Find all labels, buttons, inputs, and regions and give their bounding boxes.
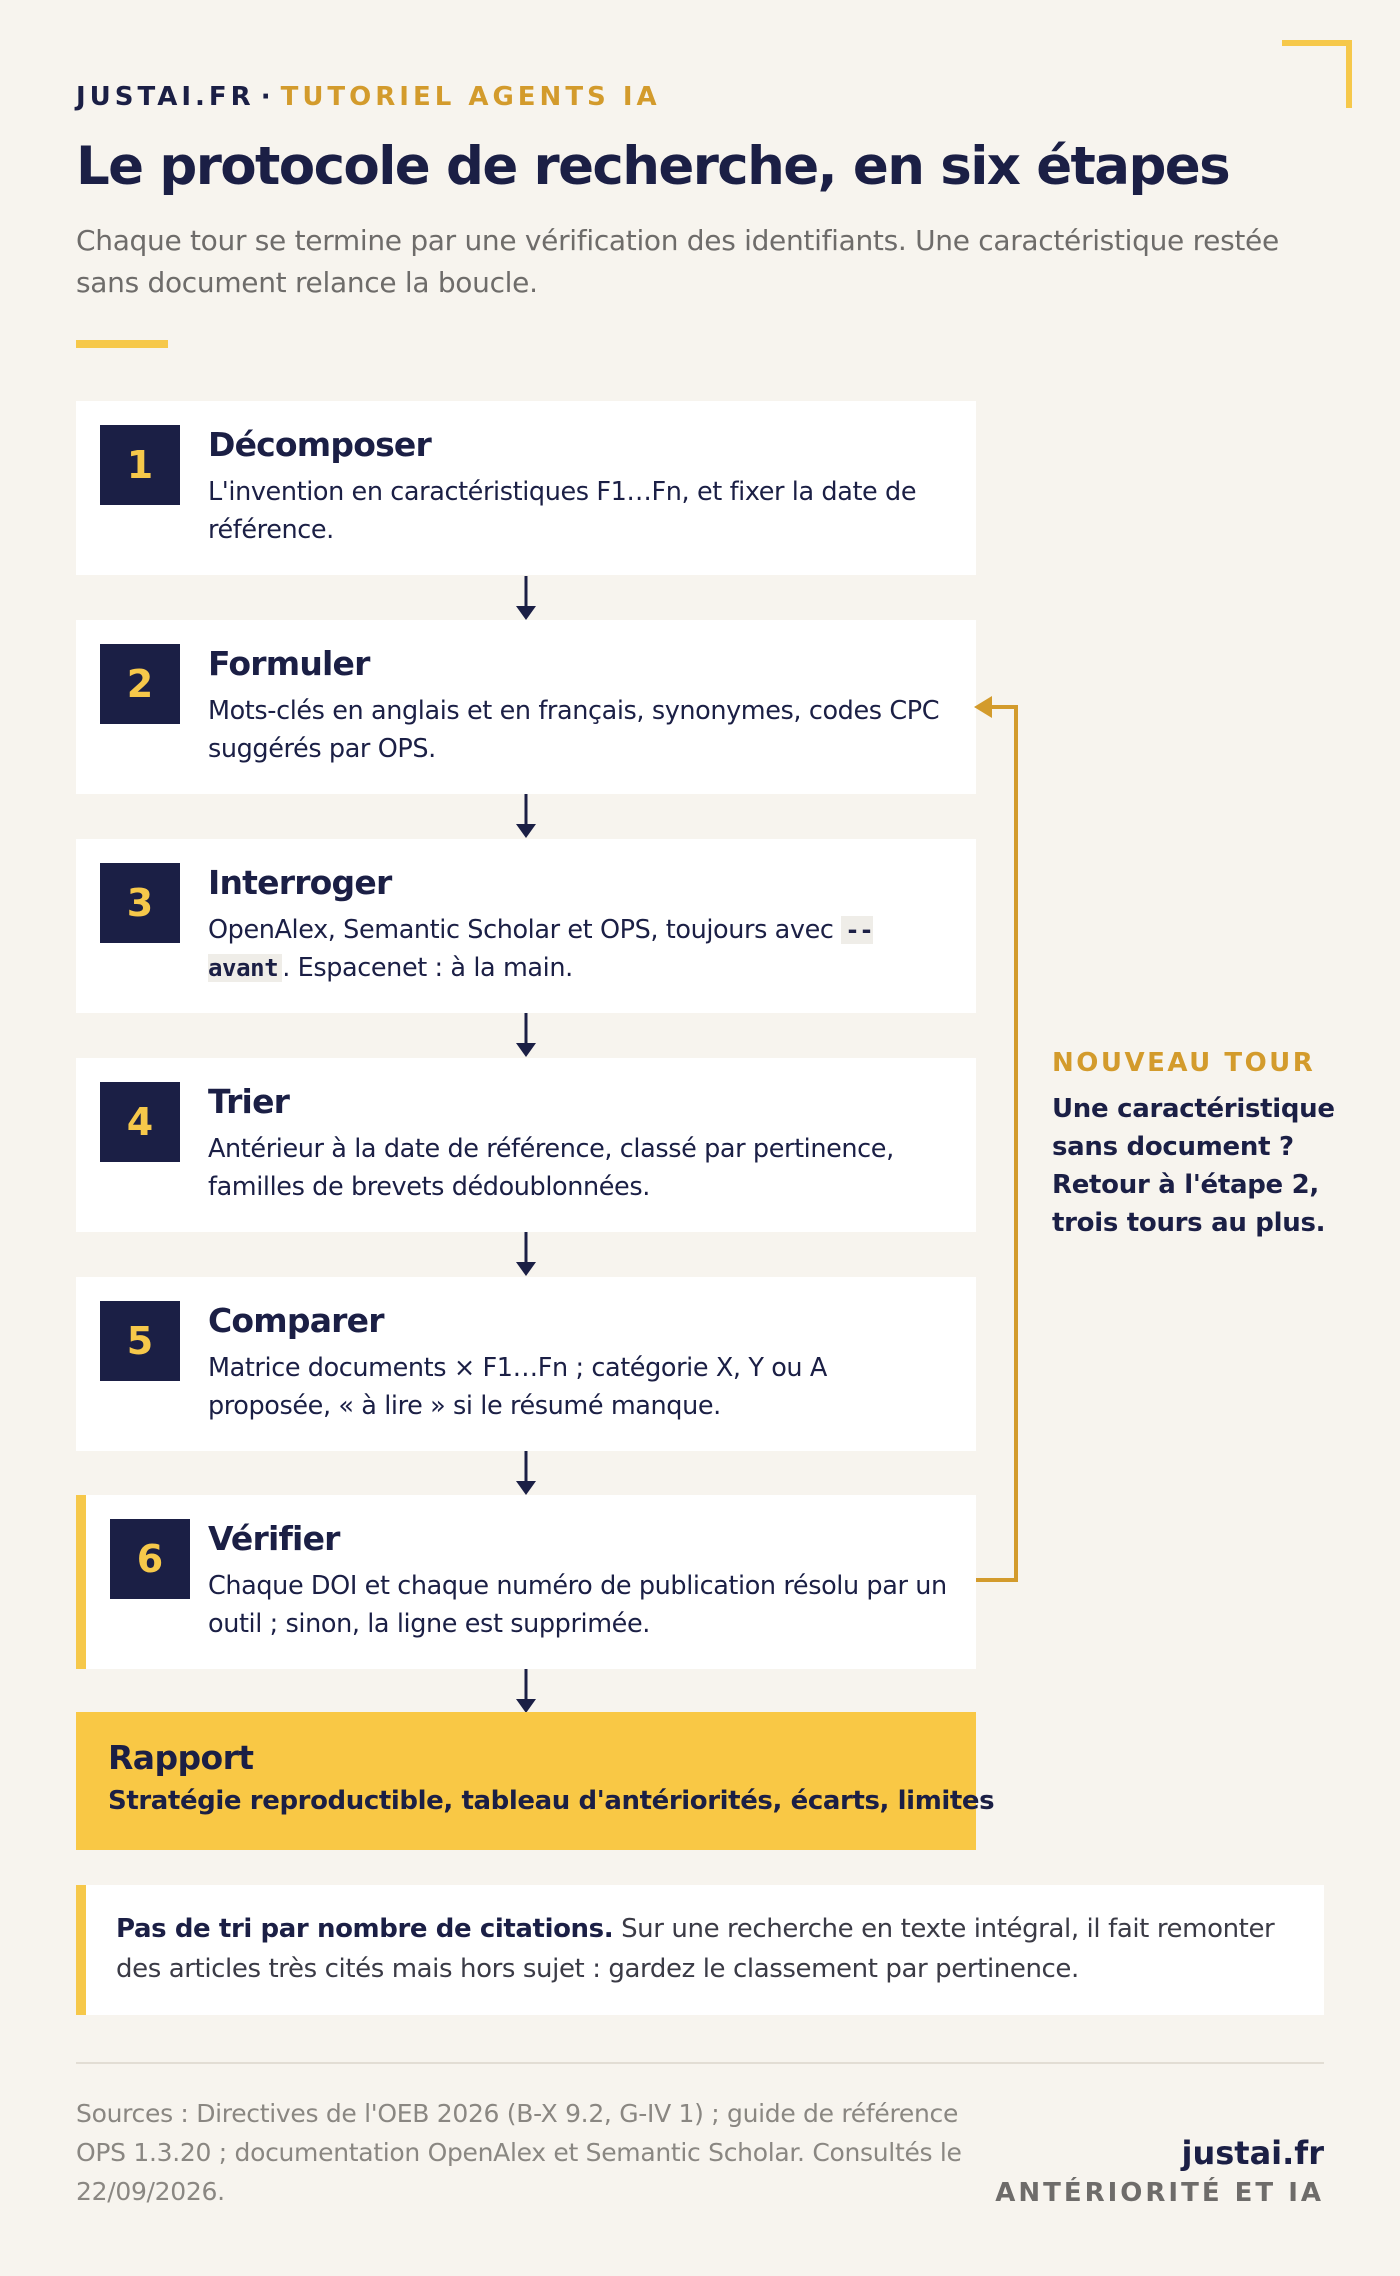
corner-decoration	[1282, 40, 1352, 108]
loop-text: Une caractéristique sans document ? Retour à l'étape 2, trois tours au plus.	[1052, 1094, 1335, 1238]
step-number: 4	[100, 1082, 180, 1162]
page-title: Le protocole de recherche, en six étapes	[76, 136, 1230, 197]
step-number: 2	[100, 644, 180, 724]
eyebrow	[76, 82, 661, 112]
step-card-4	[76, 1058, 976, 1232]
accent-bar	[76, 340, 168, 348]
sources-text: Sources : Directives de l'OEB 2026 (B-X 9.2, G-IV 1) ; guide de référence OPS 1.3.20 ; documentation OpenAlex et Semantic Scholar. Consultés le 22/09/2026.	[76, 2099, 962, 2206]
step-number: 3	[100, 863, 180, 943]
step-card-6	[76, 1495, 976, 1669]
arrow-down-icon	[514, 794, 538, 840]
loop-back-arrow	[972, 690, 1042, 1590]
step-title: Comparer	[208, 1301, 384, 1340]
warning-note	[76, 1885, 1324, 2015]
step-number: 6	[110, 1519, 190, 1599]
arrow-down-icon	[514, 1232, 538, 1278]
step-description: Antérieur à la date de référence, classé par pertinence, familles de brevets dédoublonnées.	[208, 1134, 894, 1202]
step-description-after: . Espacenet : à la main.	[282, 953, 573, 983]
step-description	[208, 911, 948, 987]
arrow-down-icon	[514, 1013, 538, 1059]
step-number: 5	[100, 1301, 180, 1381]
arrow-down-icon	[514, 1669, 538, 1715]
report-description: Stratégie reproductible, tableau d'antériorités, écarts, limites	[108, 1786, 995, 1816]
note-text	[116, 1909, 1306, 1989]
step-description: Mots-clés en anglais et en français, synonymes, codes CPC suggérés par OPS.	[208, 696, 940, 764]
note-body: Sur une recherche en texte intégral, il fait remonter des articles très cités mais hors sujet : gardez le classement par pertinence.	[116, 1914, 1275, 1984]
step-title: Formuler	[208, 644, 370, 683]
step-description: Chaque DOI et chaque numéro de publication résolu par un outil ; sinon, la ligne est supprimée.	[208, 1571, 947, 1639]
eyebrow-separator: ·	[260, 82, 275, 112]
step-description: Matrice documents × F1…Fn ; catégorie X, Y ou A proposée, « à lire » si le résumé manque.	[208, 1353, 827, 1421]
step-number: 1	[100, 425, 180, 505]
loop-label: NOUVEAU TOUR	[1052, 1048, 1316, 1078]
intro-text: Chaque tour se termine par une vérification des identifiants. Une caractéristique restée sans document relance la boucle.	[76, 224, 1279, 299]
step-card-5	[76, 1277, 976, 1451]
step-title: Décomposer	[208, 425, 431, 464]
tutorial-label: TUTORIEL AGENTS IA	[280, 82, 661, 112]
report-card	[76, 1712, 995, 1850]
arrow-down-icon	[514, 1451, 538, 1497]
report-title: Rapport	[108, 1738, 254, 1777]
footer-divider	[76, 2062, 1324, 2064]
code-flag: --avant	[208, 916, 874, 982]
arrow-down-icon	[514, 576, 538, 622]
step-title: Trier	[208, 1082, 290, 1121]
step-card-1	[76, 401, 976, 575]
step-description-before: OpenAlex, Semantic Scholar et OPS, toujours avec	[208, 915, 842, 945]
site-name: JUSTAI.FR	[76, 82, 255, 112]
step-title: Vérifier	[208, 1519, 340, 1558]
step-title: Interroger	[208, 863, 392, 902]
step-description: L'invention en caractéristiques F1…Fn, et fixer la date de référence.	[208, 477, 917, 545]
note-bold: Pas de tri par nombre de citations.	[116, 1914, 614, 1944]
brand-name: justai.fr	[1181, 2134, 1324, 2172]
step-card-3	[76, 839, 976, 1013]
step-card-2	[76, 620, 976, 794]
brand-tagline: ANTÉRIORITÉ ET IA	[995, 2178, 1324, 2208]
